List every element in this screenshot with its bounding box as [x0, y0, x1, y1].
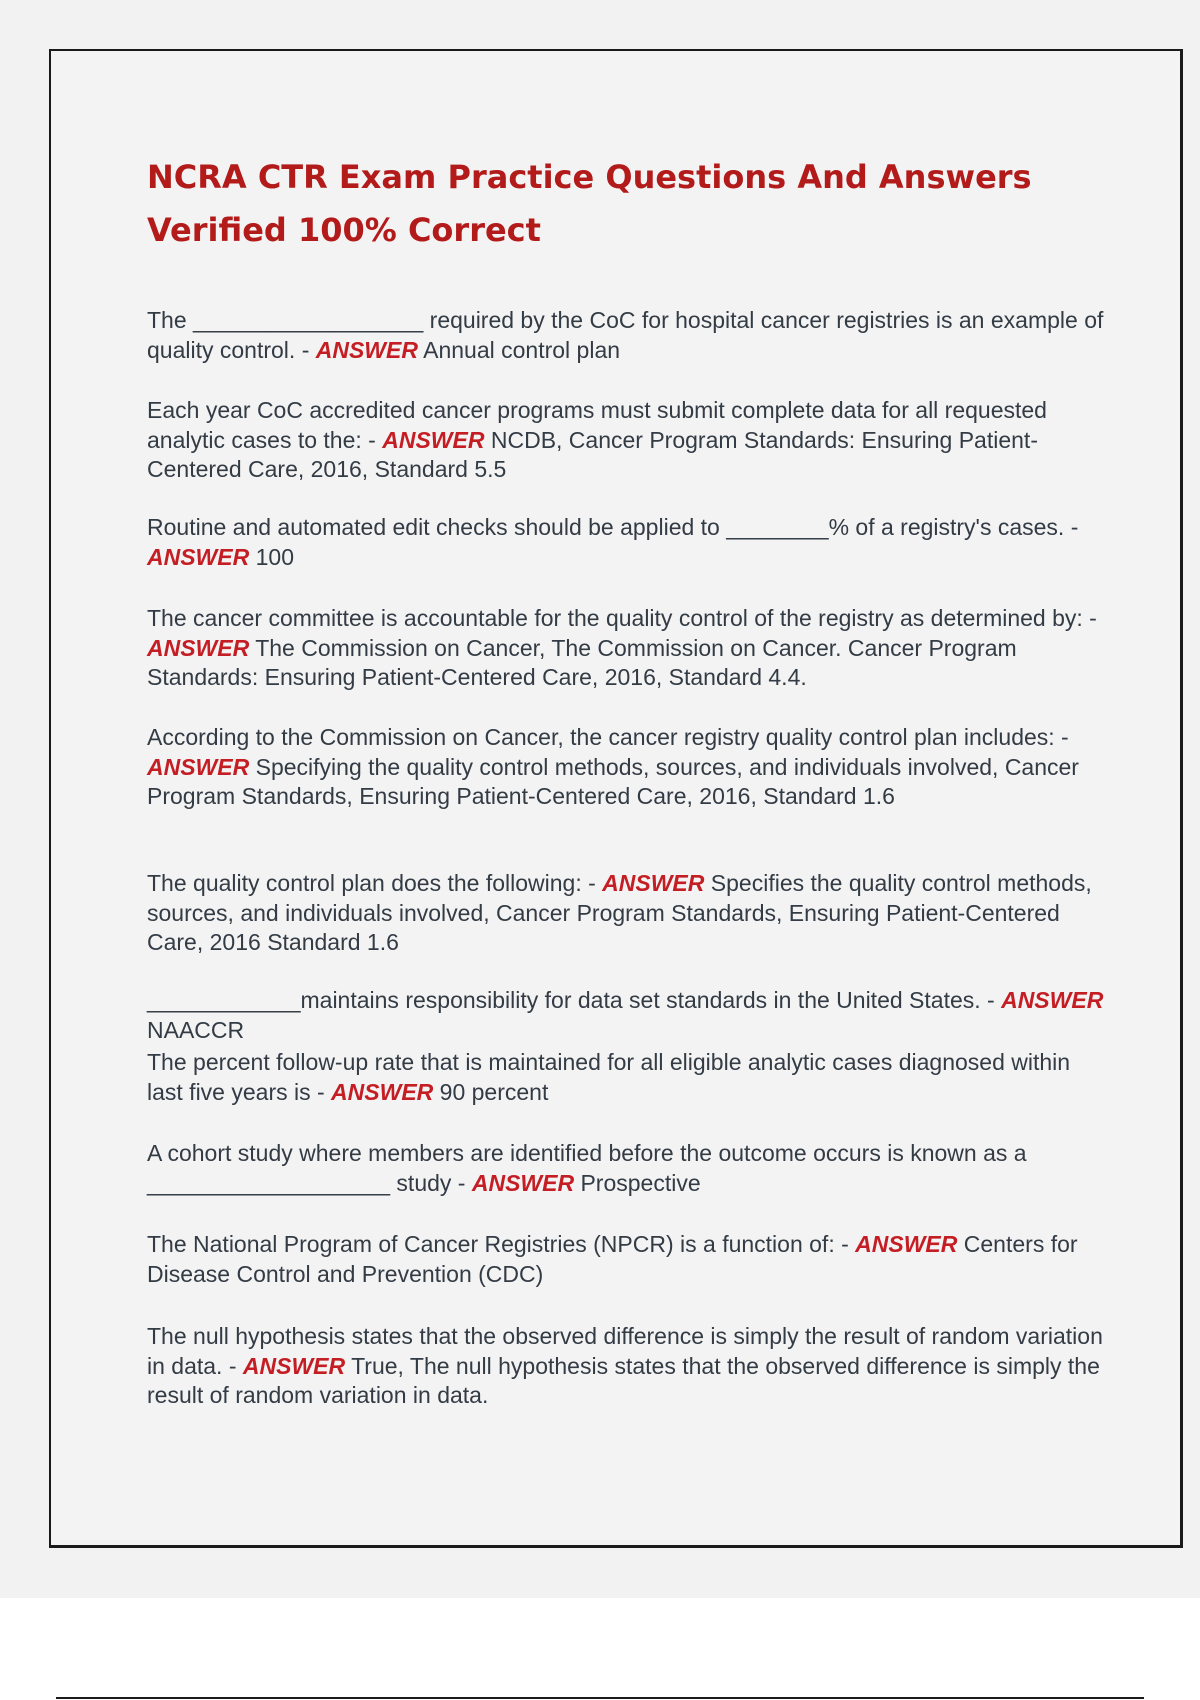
- answer-text: Prospective: [580, 1169, 701, 1196]
- qa-item-5: [147, 723, 1107, 812]
- question-text: The null hypothesis states that the observed difference is simply the result of random variation in data. -: [147, 1323, 1103, 1379]
- answer-label: ANSWER: [315, 336, 418, 363]
- qa-item-9: [147, 1139, 1107, 1198]
- answer-text: NAACCR: [147, 1016, 245, 1043]
- answer-text: NCDB, Cancer Program Standards: Ensuring Patient-Centered Care, 2016, Standard 5.5: [147, 426, 1038, 482]
- answer-text: 90 percent: [439, 1078, 549, 1105]
- document-title: NCRA CTR Exam Practice Questions And Answers Verified 100% Correct: [147, 158, 1032, 249]
- question-text: A cohort study where members are identified before the outcome occurs is known as a ___________________ study -: [147, 1140, 1027, 1196]
- question-text: The cancer committee is accountable for the quality control of the registry as determined by: -: [147, 605, 1097, 631]
- footer-divider: [56, 1697, 1144, 1699]
- qa-item-6: [147, 869, 1107, 958]
- answer-text: Centers for Disease Control and Prevention (CDC): [147, 1231, 1078, 1287]
- answer-text: Specifies the quality control methods, sources, and individuals involved, Cancer Program Standards, Ensuring Patient-Centered Care, 2016 Standard 1.6: [147, 870, 1092, 955]
- question-text: ____________maintains responsibility for data set standards in the United States. -: [147, 987, 1002, 1013]
- answer-label: ANSWER: [147, 543, 250, 570]
- qa-item-8: [147, 1048, 1107, 1107]
- answer-label: ANSWER: [855, 1231, 958, 1257]
- qa-item-4: [147, 604, 1107, 693]
- answer-label: ANSWER: [602, 870, 705, 896]
- answer-label: ANSWER: [471, 1169, 575, 1196]
- question-text: The quality control plan does the following: -: [147, 870, 603, 896]
- qa-item-1: [147, 306, 1107, 365]
- answer-text: Specifying the quality control methods, sources, and individuals involved, Cancer Program Standards, Ensuring Patient-Centered Care, 2016, Standard 1.6: [147, 753, 1079, 809]
- question-text: The percent follow-up rate that is maintained for all eligible analytic cases diagnosed within last five years is -: [147, 1049, 1071, 1105]
- question-text: The National Program of Cancer Registries (NPCR) is a function of: -: [147, 1231, 856, 1257]
- answer-label: ANSWER: [382, 426, 485, 453]
- answer-text: Annual control plan: [423, 336, 621, 363]
- answer-label: ANSWER: [331, 1078, 434, 1105]
- answer-label: ANSWER: [147, 753, 250, 780]
- answer-label: ANSWER: [1001, 987, 1104, 1013]
- document-frame: [49, 49, 1183, 1548]
- question-text: Each year CoC accredited cancer programs must submit complete data for all requested analytic cases to the: -: [147, 397, 1047, 453]
- qa-item-10: [147, 1230, 1107, 1289]
- qa-item-2: [147, 396, 1107, 485]
- question-text: Routine and automated edit checks should be applied to ________% of a registry's cases. -: [147, 514, 1079, 540]
- answer-text: 100: [255, 543, 294, 570]
- answer-label: ANSWER: [242, 1352, 346, 1379]
- qa-item-3: [147, 513, 1107, 572]
- question-text: According to the Commission on Cancer, the cancer registry quality control plan includes: -: [147, 724, 1069, 750]
- answer-text: True, The null hypothesis states that the observed difference is simply the result of random variation in data.: [147, 1352, 1100, 1408]
- qa-item-7: [147, 986, 1107, 1045]
- answer-label: ANSWER: [147, 634, 250, 661]
- answer-text: The Commission on Cancer, The Commission on Cancer. Cancer Program Standards: Ensuring Patient-Centered Care, 2016, Standard 4.4.: [147, 634, 1017, 690]
- question-text: The __________________ required by the CoC for hospital cancer registries is an example of quality control. -: [147, 307, 1104, 363]
- qa-item-11: [147, 1322, 1107, 1411]
